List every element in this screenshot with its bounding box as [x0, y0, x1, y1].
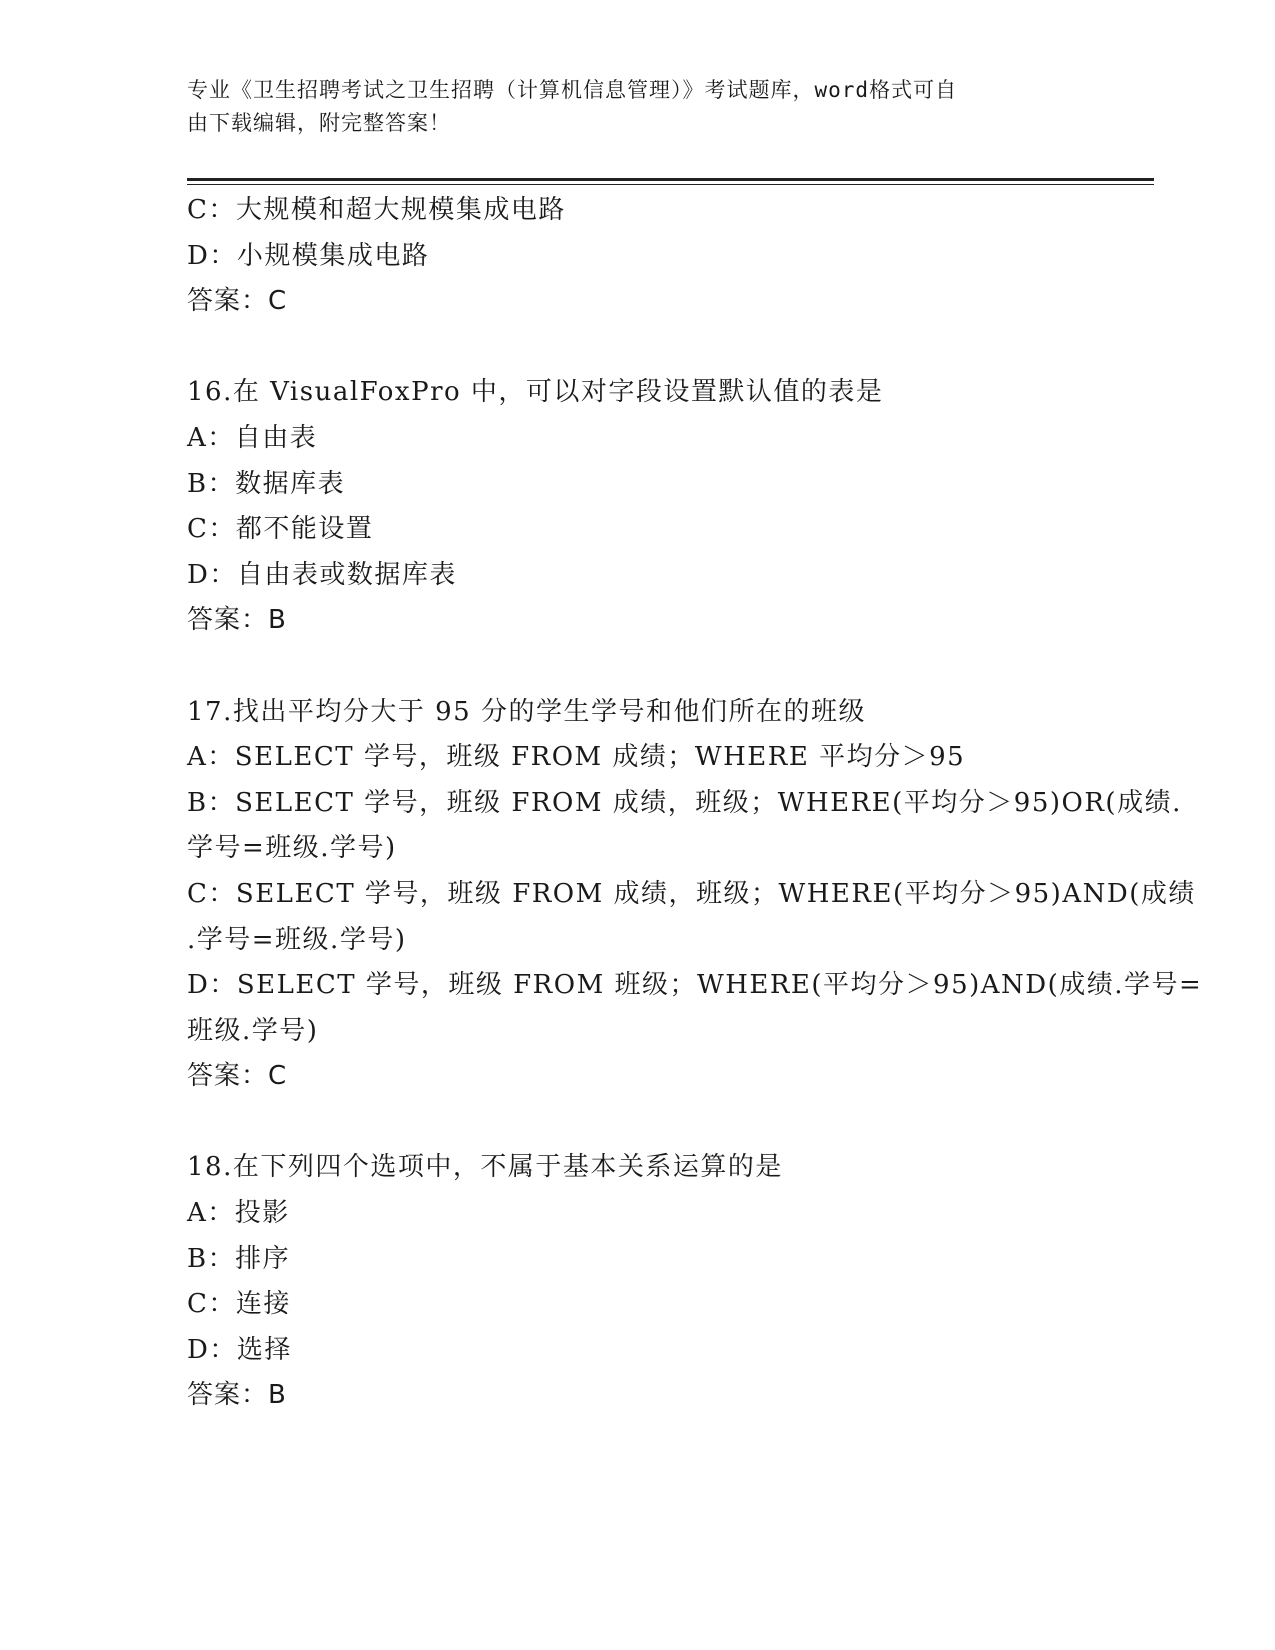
answer: 答案：B [187, 1380, 287, 1411]
prev-question [187, 188, 1087, 325]
document-header [187, 74, 1067, 140]
spacer [187, 644, 1087, 690]
option-c: C：连接 [187, 1289, 291, 1320]
option-a: A：SELECT 学号，班级 FROM 成绩；WHERE 平均分＞95 [187, 742, 966, 773]
header-divider-thick [187, 178, 1154, 181]
option-c: C：大规模和超大规模集成电路 [187, 195, 566, 225]
question-content [187, 188, 1203, 1419]
question-16 [187, 370, 1087, 644]
option-b: B：数据库表 [187, 468, 346, 499]
spacer [187, 1100, 1087, 1146]
option-c-line-1: C：SELECT 学号，班级 FROM 成绩，班级；WHERE(平均分＞95)AND(成绩 [187, 878, 1196, 909]
answer: 答案：C [187, 286, 288, 317]
option-a: A：投影 [187, 1198, 290, 1229]
option-d: D：自由表或数据库表 [187, 559, 457, 590]
header-divider-thin [187, 184, 1154, 185]
option-d: D：选择 [187, 1334, 292, 1365]
question-17 [187, 690, 1203, 1100]
question-stem: 17.找出平均分大于 95 分的学生学号和他们所在的班级 [187, 696, 866, 727]
option-c: C：都不能设置 [187, 514, 374, 545]
option-c-line-2: .学号=班级.学号) [187, 924, 407, 955]
question-stem: 16.在 VisualFoxPro 中，可以对字段设置默认值的表是 [187, 377, 884, 408]
answer: 答案：C [187, 1061, 288, 1092]
header-line-2: 由下载编辑，附完整答案！ [187, 111, 451, 135]
option-b: B：排序 [187, 1243, 291, 1274]
header-line-1: 专业《卫生招聘考试之卫生招聘（计算机信息管理）》考试题库，word格式可自 [187, 78, 958, 102]
option-d: D：小规模集成电路 [187, 240, 430, 271]
option-b-line-2: 学号=班级.学号) [187, 833, 397, 864]
option-d-line-2: 班级.学号) [187, 1015, 319, 1046]
answer: 答案：B [187, 605, 287, 636]
option-a: A：自由表 [187, 422, 318, 453]
question-18 [187, 1145, 1087, 1419]
spacer [187, 325, 1087, 371]
option-b-line-1: B：SELECT 学号，班级 FROM 成绩，班级；WHERE(平均分＞95)OR(成绩. [187, 787, 1182, 818]
question-stem: 18.在下列四个选项中，不属于基本关系运算的是 [187, 1152, 783, 1183]
option-d-line-1: D：SELECT 学号，班级 FROM 班级；WHERE(平均分＞95)AND(成绩.学号= [187, 970, 1203, 1001]
